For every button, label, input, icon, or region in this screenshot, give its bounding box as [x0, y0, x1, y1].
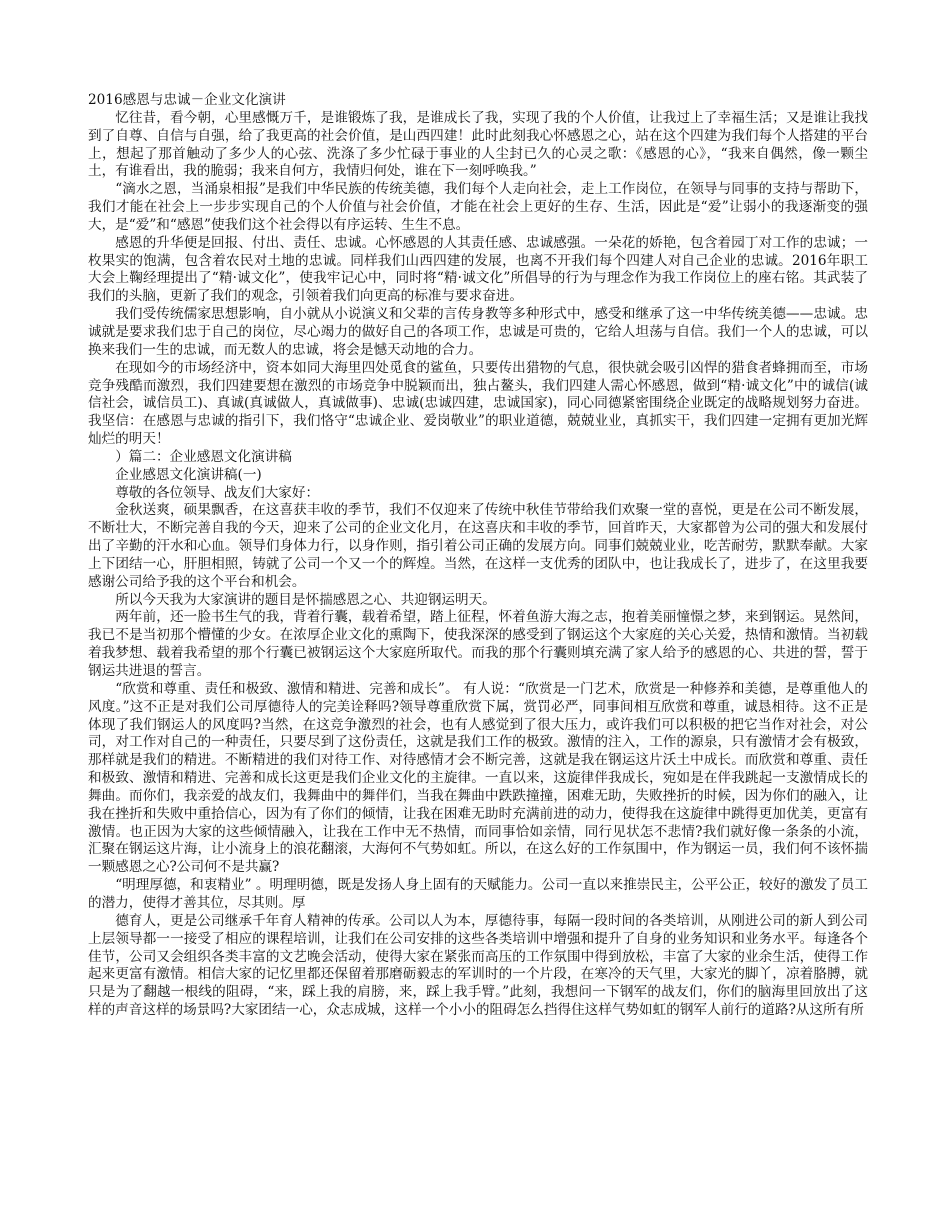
paragraph: 所以今天我为大家演讲的题目是怀揣感恩之心、共迎钢运明天。: [115, 591, 496, 608]
paragraph: “欣赏和尊重、责任和极致、激情和精进、完善和成长”。 有人说：“欣赏是一门艺术，欣赏是一种修养和美德，是尊重他人的风度。”这不正是对我们公司厚德待人的完美诠释吗?领导尊重欣赏下属，赏罚必严，同事间相互欣赏和尊重，诚恳相待。这不正是体现了我们钢运人的风度吗?当然，在这竞争激烈的社会，也有人感觉到了很大压力，或许我们可以积极的把它当作对社会，对公司，对工作对自己的一种责任，只要尽到了这份责任，这就是我们工作的极致。激情的注入，工作的源泉，只有激情才会有极致，那样就是我们的精进。不断精进的我们对待工作、对待感情才会不断完善，这就是我在钢运这片沃土中成长。而欣赏和尊重、责任和极致、激情和精进、完善和成长这更是我们企业文化的主旋律。一直以来，这旋律伴我成长，宛如是在伴我跳起一支激情成长的舞曲。而你们，我亲爱的战友们，我舞曲中的舞伴们，当我在舞曲中跌跌撞撞，困难无助，失败挫折的时候，因为你们的融入，让我在挫折和失败中重拾信心，因为有了你们的倾情，让我在困难无助时充满前进的动力，使得我在这旋律中跳得更加优美，更富有激情。也正因为大家的这些倾情融入，让我在工作中无不热情，而同事恰如亲情，同行见状怎不悲情?我们就好像一条条的小流，汇聚在钢运这片海，让小流身上的浪花翻滚，大海何不气势如虹。所以，在这么好的工作氛围中，作为钢运一员，我们何不该怀揣一颗感恩之心?公司何不是共赢?: [88, 680, 868, 876]
paragraph: 感恩的升华便是回报、付出、责任、忠诚。心怀感恩的人其责任感、忠诚感强。一朵花的娇艳，包含着园丁对工作的忠诚；一枚果实的饱满，包含着农民对土地的忠诚。同样我们山西四建的发展，也离不开我们每个四建人对自己企业的忠诚。2016年职工大会上鞠经理提出了“精·诚文化”，使我牢记心中，同时将“精·诚文化”所倡导的行为与理念作为我工作岗位上的座右铭。其武装了我们的头脑，更新了我们的观念，引领着我们向更高的标准与要求奋进。: [88, 234, 868, 305]
speech-title: 企业感恩文化演讲稿(一): [115, 466, 262, 483]
paragraph: 两年前，还一脸书生气的我，背着行囊，载着希望，踏上征程，怀着鱼游大海之志，抱着美丽憧憬之梦，来到钢运。晃然间，我已不是当初那个懵懂的少女。在浓厚企业文化的熏陶下，使我深深的感受到了钢运这个大家庭的关心关爱，热情和激情。当初载着我梦想、载着我希望的那个行囊已被钢运这个大家庭所取代。而我的那个行囊则填充满了家人给予的感恩的心、共进的誓，誓于钢运共进退的誓言。: [88, 609, 868, 679]
paragraph: 我们受传统儒家思想影响，自小就从小说演义和父辈的言传身教等多种形式中，感受和继承了这一中华传统美德——忠诚。忠诚就是要求我们忠于自己的岗位，尽心竭力的做好自己的各项工作，忠诚是可贵的，它给人坦荡与自信。我们一个人的忠诚，可以换来我们一生的忠诚，而无数人的忠诚，将会是憾天动地的合力。: [88, 306, 868, 358]
paragraph: 忆往昔，看今朝，心里感慨万千，是谁锻炼了我，是谁成长了我，实现了我的个人价值，让我过上了幸福生活；又是谁让我找到了自尊、自信与自强，给了我更高的社会价值，是山西四建！此时此刻我心怀感恩之心，站在这个四建为我们每个人搭建的平台上，想起了那首触动了多少人的心弦、洗涤了多少忙碌于事业的人尘封已久的心灵之歌：《感恩的心》，“我来自偶然，像一颗尘土，有谁看出，我的脆弱；我来自何方，我情归何处，谁在下一刻呼唤我。”: [88, 109, 868, 180]
paragraph: 德育人，更是公司继承千年育人精神的传承。公司以人为本，厚德待事，每隔一段时间的各类培训，从刚进公司的新人到公司上层领导都一一接受了相应的课程培训，让我们在公司安排的这些各类培训中增强和提升了自身的业务知识和业务水平。每逢各个佳节，公司又会组织各类丰富的文艺晚会活动，使得大家在紧张而高压的工作氛围中得到放松，丰富了大家的业余生活，使得工作起来更富有激情。相信大家的记忆里都还保留着那磨砺毅志的军训时的一个片段，在寒冷的天气里，大家光的脚丫，凉着胳膊，就只是为了翻越一根线的阻碍，“来，踩上我的肩膀，来，踩上我手臂。”此刻，我想问一下钢军的战友们，你们的脑海里回放出了这样的声音这样的场景吗?大家团结一心，众志成城，这样一个小小的阻碍怎么挡得住这样气势如虹的钢军人前行的道路?从这所有所: [88, 912, 868, 1019]
salutation: 尊敬的各位领导、战友们大家好：: [115, 484, 320, 501]
paragraph: 金秋送爽，硕果飘香，在这喜获丰收的季节，我们不仅迎来了传统中秋佳节带给我们欢聚一堂的喜悦，更是在公司不断发展，不断壮大，不断完善自我的今天，迎来了公司的企业文化月，在这喜庆和丰收的季节，回首昨天，大家都曾为公司的强大和发展付出了辛勤的汗水和心血。领导们身体力行，以身作则，指引着公司正确的发展方向。同事们兢兢业业，吃苦耐劳，默默奉献。大家上下团结一心，肝胆相照，铸就了公司一个又一个的辉煌。当然，在这样一支优秀的团队中，也让我成长了，进步了，在这里我要感谢公司给予我的这个平台和机会。: [88, 502, 868, 590]
paragraph: “滴水之恩，当涌泉相报”是我们中华民族的传统美德，我们每个人走向社会，走上工作岗位，在领导与同事的支持与帮助下，我们才能在社会上一步步实现自己的个人价值与社会价值，才能在社会上更好的生存、生活，因此是“爱”让弱小的我逐渐变的强大，是“爱”和“感恩”使我们这个社会得以有序运转、生生不息。: [88, 181, 868, 233]
section-heading: ）篇二：企业感恩文化演讲稿: [115, 448, 292, 465]
document-title: 2016感恩与忠诚－企业文化演讲: [88, 92, 286, 108]
paragraph: 在现如今的市场经济中，资本如同大海里四处觅食的鲨鱼，只要传出猎物的气息，很快就会吸引凶悍的猎食者蜂拥而至，市场竞争残酷而激烈，我们四建要想在激烈的市场竞争中脱颖而出，独占鳌头，我们四建人需心怀感恩，做到“精·诚文化”中的诚信(诚信社会，诚信员工)、真诚(真诚做人，真诚做事)、忠诚(忠诚四建，忠诚国家)，同心同德紧密围绕企业既定的战略规划努力奋进。我坚信：在感恩与忠诚的指引下，我们恪守“忠诚企业、爱岗敬业”的职业道德，兢兢业业，真抓实干，我们四建一定拥有更加光辉灿烂的明天！: [88, 359, 868, 448]
paragraph: “明理厚德，和衷精业” 。明理明德，既是发扬人身上固有的天赋能力。公司一直以来推崇民主，公平公正，较好的激发了员工的潜力，使得才善其位，尽其则。厚: [88, 877, 868, 911]
document-page: [88, 92, 868, 1020]
